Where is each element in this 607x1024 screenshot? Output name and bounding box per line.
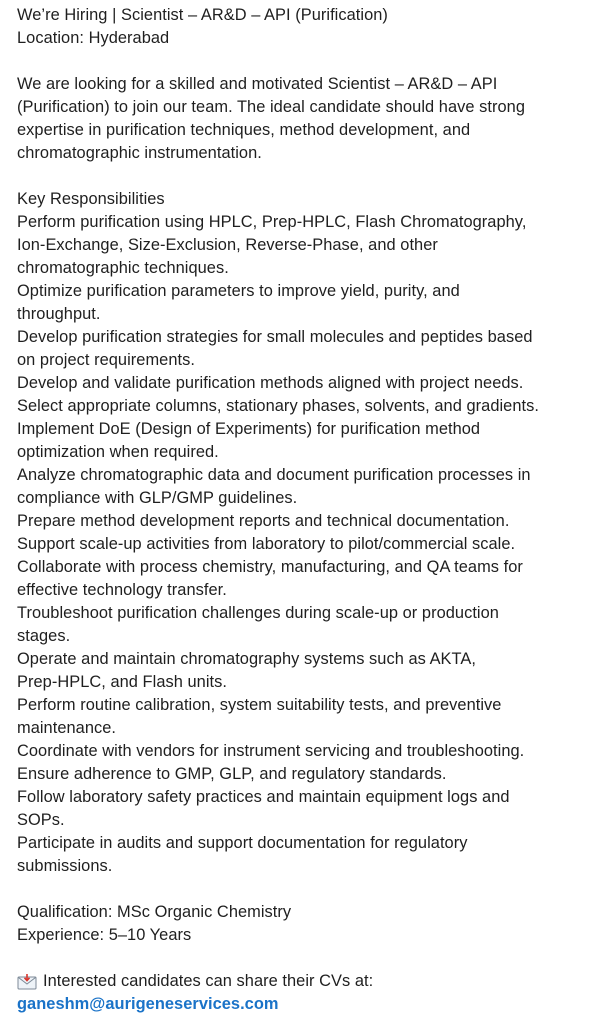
intro-line: chromatographic instrumentation. [17,144,262,162]
responsibility-line: on project requirements. [17,351,195,369]
location-text: Location: Hyderabad [17,29,170,47]
responsibility-line: Operate and maintain chromatography systems such as AKTA, [17,650,476,668]
responsibility-line: Support scale-up activities from laboratory to pilot/commercial scale. [17,535,516,553]
responsibility-line: effective technology transfer. [17,581,227,599]
responsibility-line: stages. [17,627,71,645]
post-title: We’re Hiring | Scientist – AR&D – API (Purification) [17,6,388,24]
responsibility-line: Prepare method development reports and technical documentation. [17,512,510,530]
responsibility-line: Participate in audits and support documentation for regulatory [17,834,468,852]
responsibility-line: Develop and validate purification methods aligned with project needs. [17,374,524,392]
intro-paragraph [17,73,601,165]
responsibility-line: Ion-Exchange, Size-Exclusion, Reverse-Phase, and other [17,236,438,254]
contact-section [17,970,601,1016]
responsibility-line: Collaborate with process chemistry, manufacturing, and QA teams for [17,558,523,576]
responsibility-line: optimization when required. [17,443,219,461]
intro-line: We are looking for a skilled and motivated Scientist – AR&D – API [17,75,498,93]
experience-text: Experience: 5–10 Years [17,926,192,944]
qualification-text: Qualification: MSc Organic Chemistry [17,903,292,921]
responsibility-line: SOPs. [17,811,65,829]
responsibility-line: Perform routine calibration, system suitability tests, and preventive [17,696,502,714]
intro-line: expertise in purification techniques, method development, and [17,121,471,139]
responsibility-line: Coordinate with vendors for instrument servicing and troubleshooting. [17,742,525,760]
contact-text: Interested candidates can share their CVs at: [43,972,374,990]
responsibility-line: maintenance. [17,719,117,737]
responsibility-line: Ensure adherence to GMP, GLP, and regulatory standards. [17,765,447,783]
header-block [17,4,601,50]
responsibilities-section [17,188,601,878]
intro-line: (Purification) to join our team. The ideal candidate should have strong [17,98,526,116]
responsibility-line: compliance with GLP/GMP guidelines. [17,489,298,507]
responsibility-line: Follow laboratory safety practices and maintain equipment logs and [17,788,510,806]
contact-line [17,970,601,993]
responsibility-line: Prep-HPLC, and Flash units. [17,673,227,691]
responsibility-line: Troubleshoot purification challenges during scale-up or production [17,604,499,622]
job-post [17,4,601,1016]
responsibility-line: submissions. [17,857,113,875]
envelope-icon [17,974,37,990]
responsibility-line: Select appropriate columns, stationary phases, solvents, and gradients. [17,397,539,415]
responsibility-line: Analyze chromatographic data and document purification processes in [17,466,531,484]
responsibility-line: chromatographic techniques. [17,259,229,277]
email-link[interactable]: ganeshm@aurigeneservices.com [17,995,279,1013]
responsibilities-heading: Key Responsibilities [17,190,165,208]
requirements-section [17,901,601,947]
responsibility-line: throughput. [17,305,101,323]
responsibility-line: Optimize purification parameters to improve yield, purity, and [17,282,460,300]
responsibility-line: Develop purification strategies for small molecules and peptides based [17,328,533,346]
responsibility-line: Perform purification using HPLC, Prep-HPLC, Flash Chromatography, [17,213,527,231]
responsibility-line: Implement DoE (Design of Experiments) for purification method [17,420,481,438]
